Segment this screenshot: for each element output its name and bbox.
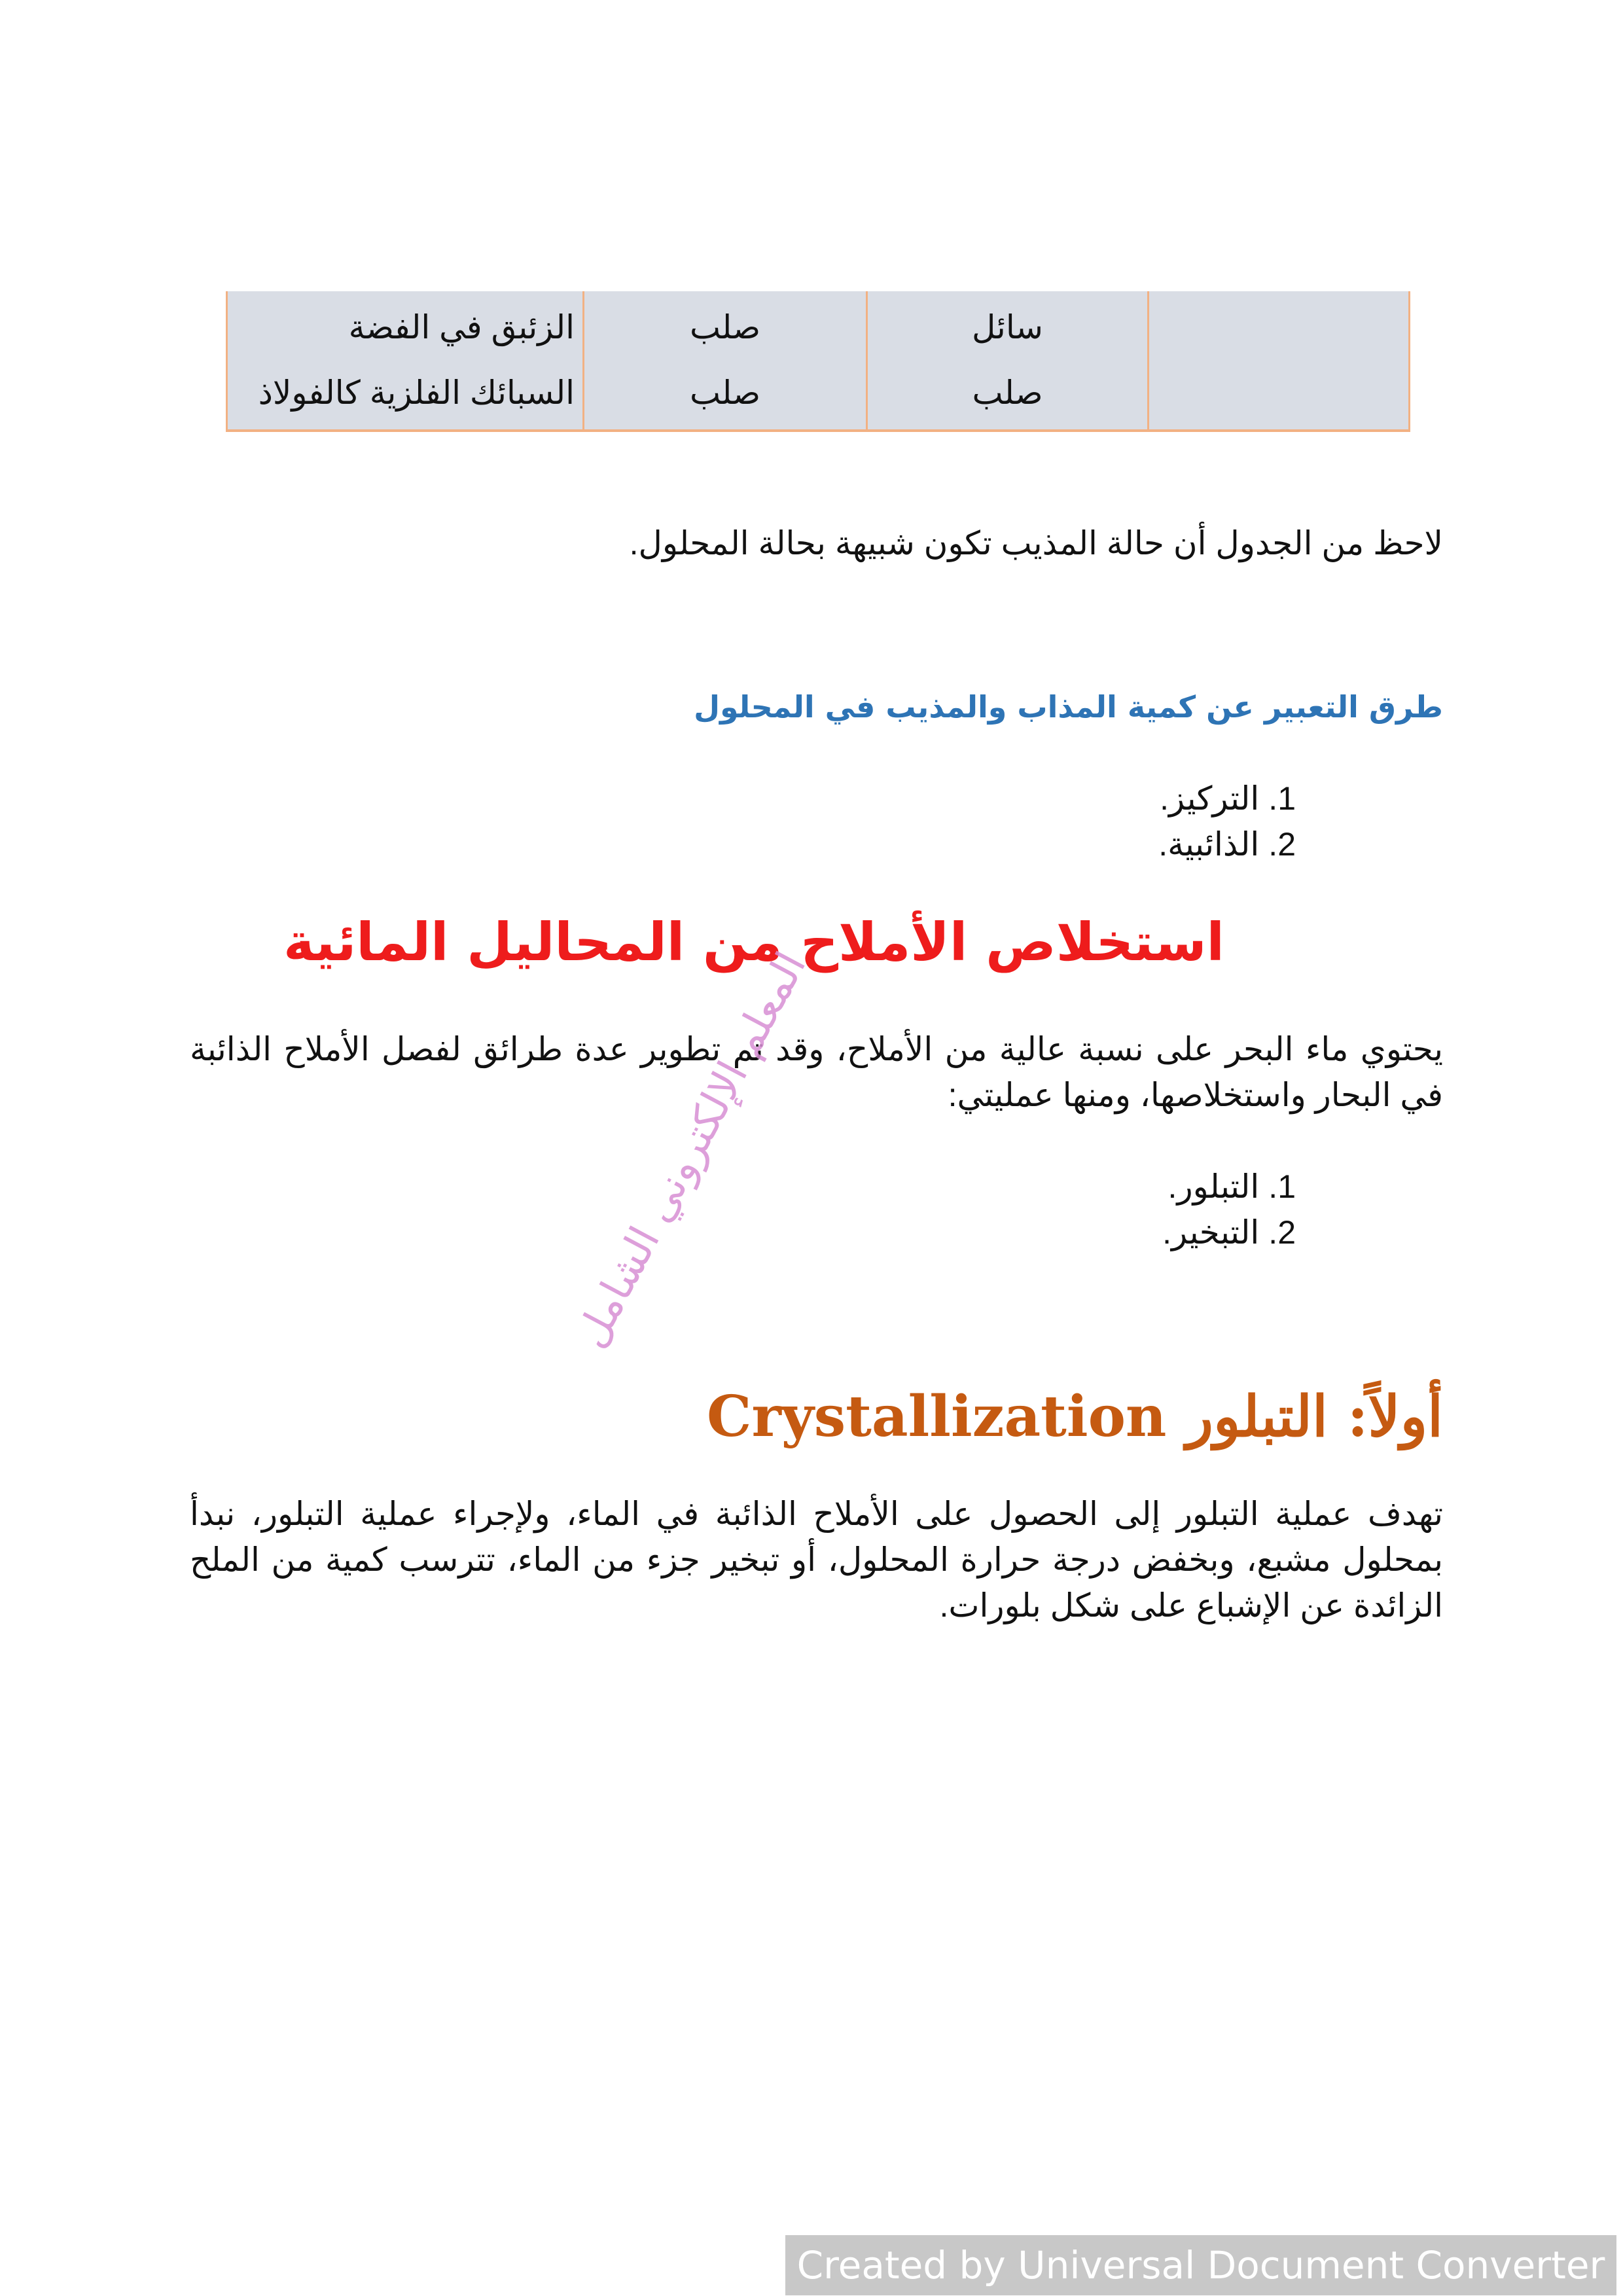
methods-heading: طرق التعبير عن كمية المذاب والمذيب في المحلول bbox=[694, 689, 1443, 725]
list-item bbox=[1162, 1210, 1296, 1255]
table-cell-example: الزئبق في الفضة bbox=[348, 309, 575, 346]
table-cell-solvent: صلب bbox=[972, 374, 1043, 411]
list-item bbox=[1158, 821, 1296, 867]
list-text: التركيز. bbox=[1160, 780, 1260, 817]
extraction-paragraph: يحتوي ماء البحر على نسبة عالية من الأملاح، وقد تم تطوير عدة طرائق لفصل الأملاح الذائبة في البحار واستخلاصها، ومنها عمليتي: bbox=[190, 1031, 1443, 1113]
table-cell-extra bbox=[1149, 363, 1408, 422]
watermark: المعلم الإلكتروني الشامل bbox=[566, 944, 816, 1356]
converter-stamp-text: Created by Universal Document Converter bbox=[796, 2243, 1605, 2287]
table-note: لاحظ من الجدول أن حالة المذيب تكون شبيهة بحالة المحلول. bbox=[629, 525, 1443, 562]
list-number: 1. bbox=[1268, 780, 1296, 817]
list-number: 2. bbox=[1268, 1214, 1296, 1251]
crystallization-paragraph: تهدف عملية التبلور إلى الحصول على الأملاح الذائبة في الماء، ولإجراء عملية التبلور، نبدأ بمحلول مشبع، وبخفض درجة حرارة المحلول، أو تبخير جزء من الماء، تترسب كمية من الملح الزائدة عن الإشباع على شكل بلورات. bbox=[190, 1496, 1443, 1624]
list-text: الذائبية. bbox=[1158, 826, 1260, 863]
crystallization-title: أولاً: التبلور Crystallization bbox=[707, 1384, 1443, 1450]
list-number: 2. bbox=[1268, 826, 1296, 863]
table-cell-solute: صلب bbox=[689, 309, 761, 346]
converter-stamp bbox=[785, 2235, 1616, 2295]
table-cell-solvent: سائل bbox=[972, 309, 1043, 346]
list-item bbox=[1160, 776, 1296, 821]
extraction-title-text: استخلاص الأملاح من المحاليل المائية bbox=[283, 912, 1224, 973]
list-text: التبلور. bbox=[1168, 1168, 1260, 1205]
states-table bbox=[226, 291, 1410, 432]
list-item bbox=[1168, 1164, 1296, 1210]
table-cell-extra bbox=[1149, 298, 1408, 357]
list-text: التبخير. bbox=[1162, 1214, 1260, 1251]
table-cell-example: السبائك الفلزية كالفولاذ bbox=[258, 374, 575, 411]
list-number: 1. bbox=[1268, 1168, 1296, 1205]
table-cell-solute: صلب bbox=[689, 374, 761, 411]
